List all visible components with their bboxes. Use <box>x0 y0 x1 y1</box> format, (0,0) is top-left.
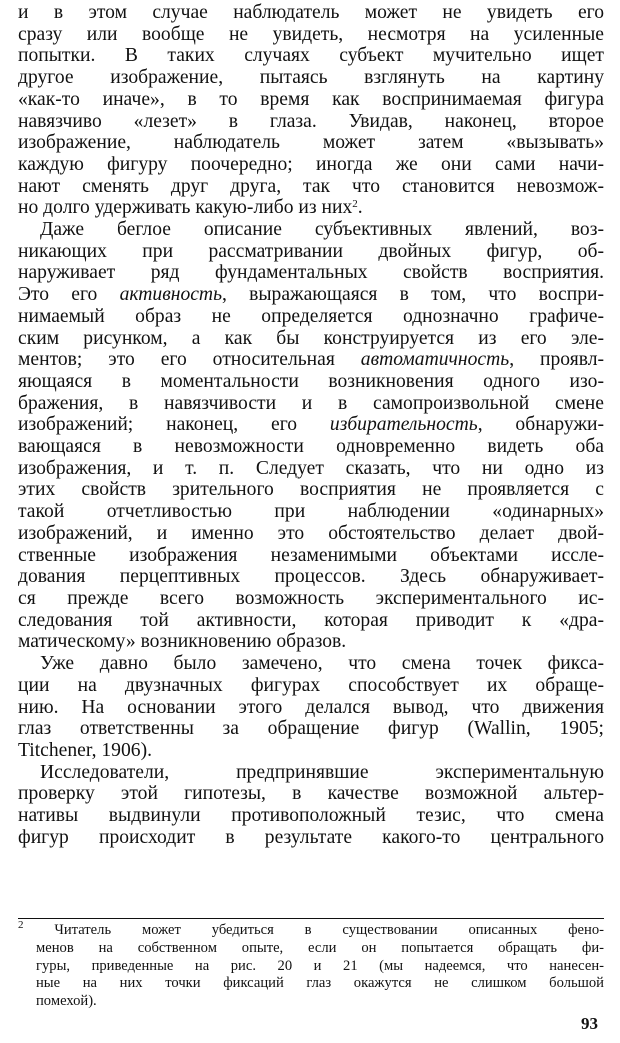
text-line: яющаяся в моментальности возникновения одного изо- <box>18 370 604 392</box>
text-line: изображение, наблюдатель может затем «вызывать» <box>18 132 604 154</box>
text-line: такой отчетливостью при наблюдении «одинарных» <box>18 501 604 523</box>
text-line: Это его активность, выражающаяся в том, что воспри- <box>18 284 604 306</box>
text-line: ся прежде всего возможность экспериментального ис- <box>18 587 604 609</box>
text-line: навязчиво «лезет» в глаза. Увидав, наконец, второе <box>18 110 604 132</box>
text-line: ским рисунком, а как бы конструируется из его эле- <box>18 327 604 349</box>
text-line: попытки. В таких случаях субъект мучительно ищет <box>18 45 604 67</box>
paragraph <box>18 2 604 219</box>
text-line: дования перцептивных процессов. Здесь обнаруживает- <box>18 566 604 588</box>
text-line: нают сменять друг друга, так что становится невозмож- <box>18 175 604 197</box>
text-line: следования той активности, которая приводит к «дра- <box>18 609 604 631</box>
text-line: Даже беглое описание субъективных явлений, воз- <box>40 219 604 241</box>
text-line: изображения, и т. п. Следует сказать, что ни одно из <box>18 457 604 479</box>
text-line: сразу или вообще не увидеть, несмотря на усиленные <box>18 23 604 45</box>
text-line: другое изображение, пытаясь взглянуть на картину <box>18 67 604 89</box>
text-line: нативы выдвинули противоположный тезис, что смена <box>18 805 604 827</box>
footnote-line: $^2$ Читатель может убедиться в существовании описанных фено- <box>18 919 604 938</box>
footnote-line: ные на них точки фиксаций глаз окажутся не слишком большой <box>36 975 604 992</box>
text-line: ментов; это его относительная автоматичность, проявл- <box>18 349 605 371</box>
text-line: проверку этой гипотезы, в качестве возможной альтер- <box>18 783 604 805</box>
emphasis-term: активность <box>119 284 222 306</box>
text-line: и в этом случае наблюдатель может не увидеть его <box>18 2 604 23</box>
text-line: матическому» возникновению образов. <box>18 631 347 653</box>
text-line: этих свойств зрительного восприятия не проявляется с <box>18 479 604 501</box>
footnote-mark: 2 <box>18 919 24 931</box>
main-text <box>18 2 604 848</box>
text-line: каждую фигуру поочередно; иногда же они сами начи- <box>18 153 604 175</box>
text-line: ственные изображения незаменимыми объектами иссле- <box>18 544 604 566</box>
paragraph <box>18 219 604 653</box>
text-line: Исследователи, предпринявшие экспериментальную <box>40 761 604 783</box>
text-line: но долго удерживать какую-либо из них$^2$. <box>18 197 363 219</box>
text-line: глаз ответственны за обращение фигур (Wallin, 1905; <box>18 718 604 740</box>
text-line: нимаемый образ не определяется однозначно графиче- <box>18 305 604 327</box>
text-line: изображений; наконец, его избирательность, обнаружи- <box>18 414 604 436</box>
text-line: Уже давно было замечено, что смена точек фикса- <box>40 653 604 675</box>
footnote-reference[interactable]: 2 <box>352 198 358 211</box>
text-line: Titchener, 1906). <box>18 739 152 761</box>
paragraph <box>18 762 604 849</box>
footnote-line: гуры, приведенные на рис. 20 и 21 (мы надеемся, что нанесен- <box>36 957 604 974</box>
text-line: изображений, и именно это обстоятельство делает двой- <box>18 522 604 544</box>
footnote <box>18 919 604 1011</box>
text-line: ции на двузначных фигурах способствует их обраще- <box>18 674 604 696</box>
text-line: никающих при рассматривании двойных фигур, об- <box>18 240 604 262</box>
emphasis-term: избирательность <box>329 414 478 436</box>
page-number: 93 <box>581 1014 598 1033</box>
footnote-line: помехой). <box>36 993 97 1010</box>
text-line: «как-то иначе», в то время как воспринимаемая фигура <box>18 88 604 110</box>
emphasis-term: автоматичность <box>360 349 510 371</box>
footnote-line: менов на собственном опыте, если он попытается обращать фи- <box>36 939 604 956</box>
text-line: бражения, в навязчивости и в самопроизвольной смене <box>18 392 604 414</box>
text-line: нию. На основании этого делался вывод, что движения <box>18 696 604 718</box>
text-line: наруживает ряд фундаментальных свойств восприятия. <box>18 262 604 284</box>
paragraph <box>18 653 604 762</box>
text-line: вающаяся в невозможности одновременно видеть оба <box>18 436 604 458</box>
text-line: фигур происходит в результате какого-то центрального <box>18 826 604 848</box>
footnote-rule <box>18 918 604 919</box>
